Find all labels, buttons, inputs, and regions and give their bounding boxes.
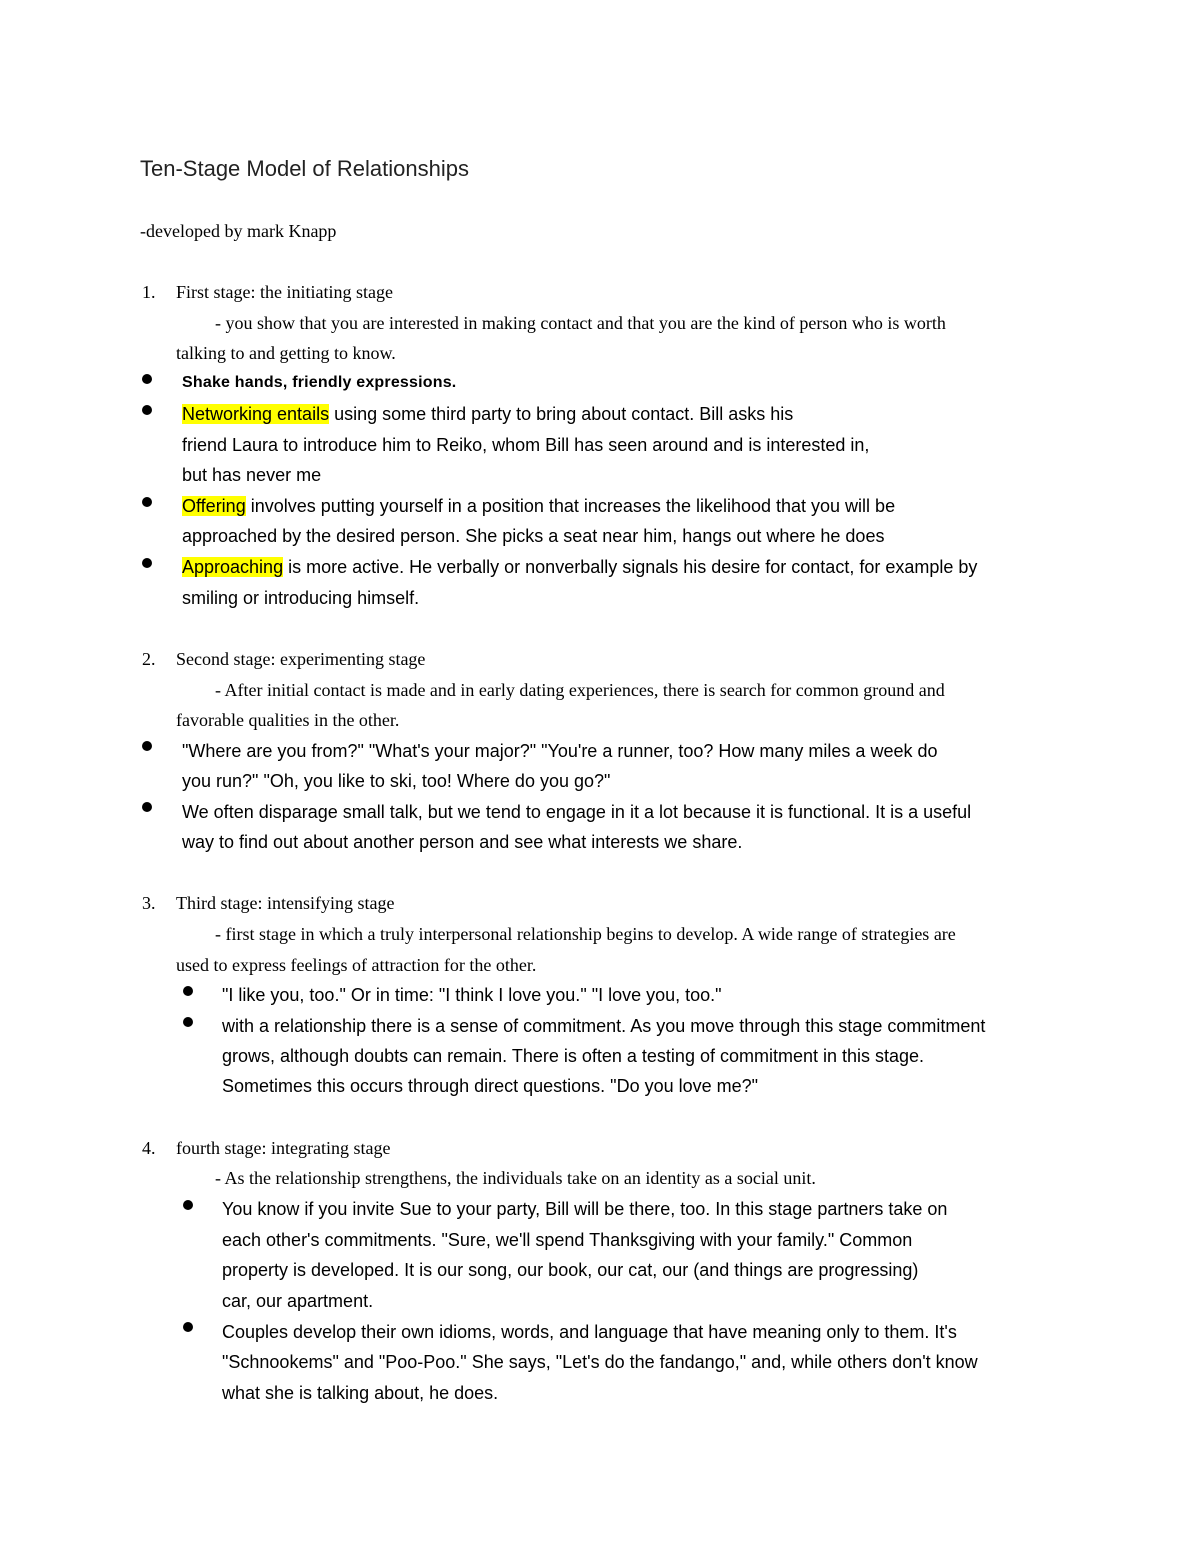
bullet-icon [142,802,152,812]
section-1-description: - you show that you are interested in making contact and that you are the kind of person who is worth [215,313,946,333]
bullet-icon [183,986,193,996]
highlight-approaching: Approaching [182,557,284,577]
text: is more active. He verbally or nonverbally signals his desire for contact, for example by [283,557,978,577]
section-2-bullet-1: "Where are you from?" "What's your major?" "You're a runner, too? How many miles a week do [182,741,938,761]
bullet-icon [142,497,152,507]
section-1-bullet-4 [182,558,977,576]
section-4-bullet-1: You know if you invite Sue to your party, Bill will be there, too. In this stage partners take on [222,1199,948,1219]
section-1-description-cont: talking to and getting to know. [176,343,396,363]
text: using some third party to bring about contact. Bill asks his [329,404,794,424]
section-4-bullet-1-cont: car, our apartment. [222,1291,374,1311]
section-3-heading: Third stage: intensifying stage [176,893,395,913]
section-3-bullet-2-cont: grows, although doubts can remain. There is often a testing of commitment in this stage. [222,1046,925,1066]
section-2-bullet-2-cont: way to find out about another person and see what interests we share. [182,832,743,852]
highlight-networking: Networking entails [182,404,330,424]
section-3-description: - first stage in which a truly interpersonal relationship begins to develop. A wide range of strategies are [215,924,956,944]
section-3-description-cont: used to express feelings of attraction for the other. [176,955,537,975]
section-2-description-cont: favorable qualities in the other. [176,710,400,730]
section-4-bullet-1-cont: each other's commitments. "Sure, we'll spend Thanksgiving with your family." Common [222,1230,913,1250]
section-4-bullet-1-cont: property is developed. It is our song, our book, our cat, our (and things are progressing) [222,1260,919,1280]
section-1-heading: First stage: the initiating stage [176,282,393,302]
section-2-description: - After initial contact is made and in early dating experiences, there is search for common ground and [215,680,945,700]
bullet-icon [142,558,152,568]
section-3-bullet-2-cont: Sometimes this occurs through direct questions. "Do you love me?" [222,1076,759,1096]
bullet-icon [183,1017,193,1027]
text: involves putting yourself in a position that increases the likelihood that you will be [245,496,896,516]
section-2-number: 2. [142,649,156,669]
section-4-bullet-2: Couples develop their own idioms, words, and language that have meaning only to them. It's [222,1322,957,1342]
section-4-bullet-2-cont: what she is talking about, he does. [222,1383,499,1403]
section-1-bullet-2 [182,405,793,423]
bullet-icon [183,1322,193,1332]
section-1-bullet-2-cont: but has never me [182,465,322,485]
section-3-number: 3. [142,893,156,913]
section-4-number: 4. [142,1138,156,1158]
section-2-heading: Second stage: experimenting stage [176,649,426,669]
bullet-icon [183,1200,193,1210]
section-1-bullet-3-cont: approached by the desired person. She picks a seat near him, hangs out where he does [182,526,885,546]
document-title: Ten-Stage Model of Relationships [140,156,469,181]
highlight-offering: Offering [182,496,246,516]
section-4-heading: fourth stage: integrating stage [176,1138,391,1158]
bullet-icon [142,405,152,415]
section-1-bullet-3 [182,497,895,515]
section-3-bullet-2: with a relationship there is a sense of commitment. As you move through this stage commitment [222,1016,986,1036]
section-1-bullet-2-cont: friend Laura to introduce him to Reiko, whom Bill has seen around and is interested in, [182,435,870,455]
section-1-number: 1. [142,282,156,302]
byline: -developed by mark Knapp [140,221,337,241]
section-4-description: - As the relationship strengthens, the individuals take on an identity as a social unit. [215,1168,816,1188]
section-2-bullet-2: We often disparage small talk, but we tend to engage in it a lot because it is functional. It is a useful [182,802,972,822]
section-3-bullet-1: "I like you, too." Or in time: "I think I love you." "I love you, too." [222,985,722,1005]
bullet-icon [142,741,152,751]
section-1-bullet-4-cont: smiling or introducing himself. [182,588,420,608]
section-2-bullet-1-cont: you run?" "Oh, you like to ski, too! Where do you go?" [182,771,611,791]
section-4-bullet-2-cont: "Schnookems" and "Poo-Poo." She says, "Let's do the fandango," and, while others don't know [222,1352,978,1372]
bullet-icon [142,374,152,384]
section-1-bullet-1: Shake hands, friendly expressions. [182,374,457,391]
